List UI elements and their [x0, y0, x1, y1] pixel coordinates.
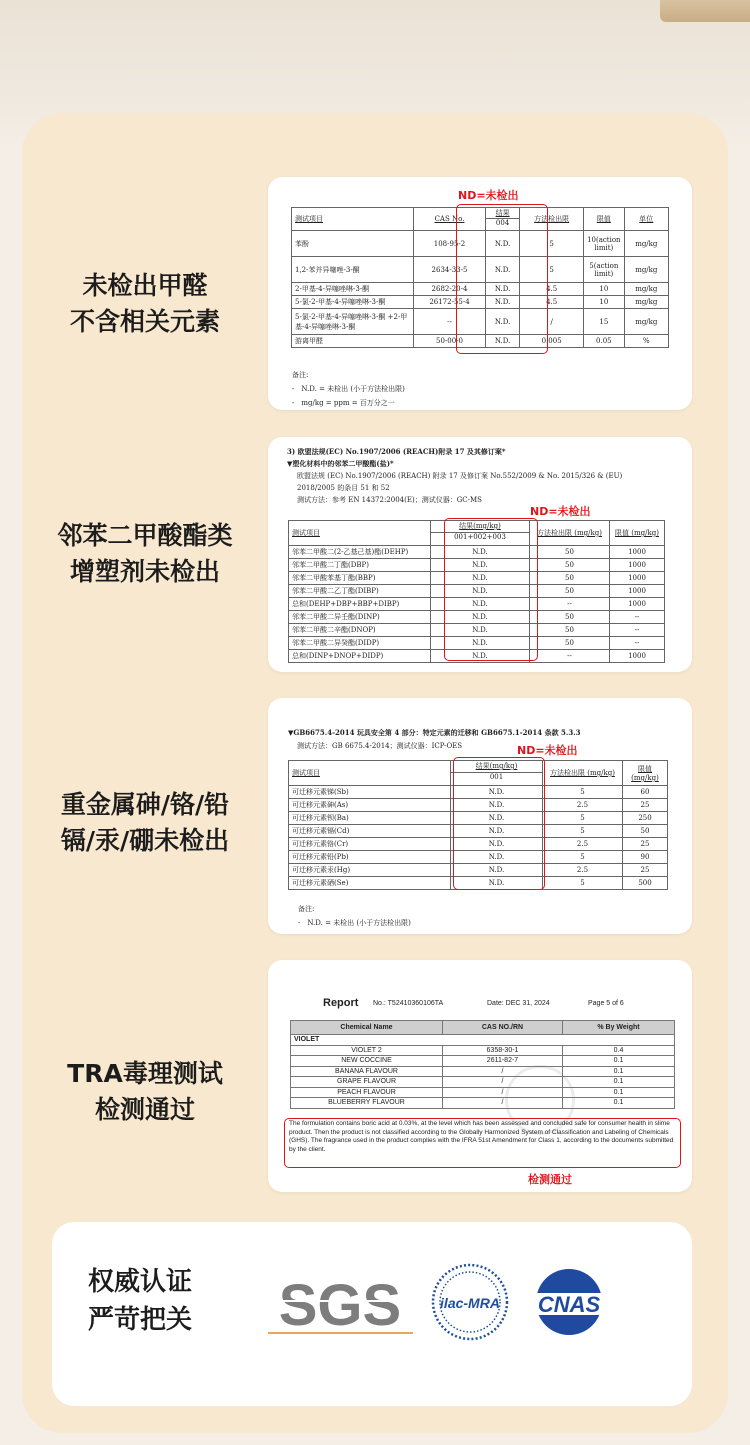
col-test-item: 测试项目	[292, 208, 414, 231]
sgs-logo	[268, 1270, 413, 1338]
section-3-notes: 备注: - N.D. = 未检出 (小于方法检出限)	[298, 905, 411, 927]
report-title: Report	[323, 997, 359, 1009]
table-row: 可迁移元素锑(Sb) N.D. 5 60	[289, 786, 668, 799]
nd-note: ND=未检出	[517, 744, 578, 757]
table-row: 邻苯二甲酸二异壬酯(DINP) N.D. 50 --	[289, 611, 665, 624]
table-row: 总和(DEHP+DBP+BBP+DIBP) N.D. -- 1000	[289, 598, 665, 611]
section-4-label	[40, 1056, 250, 1128]
tra-table	[290, 1020, 675, 1109]
col-limit: 限值	[584, 208, 625, 231]
table-row: 可迁移元素汞(Hg) N.D. 2.5 25	[289, 864, 668, 877]
table-row: 邻苯二甲酸苯基丁酯(BBP) N.D. 50 1000	[289, 572, 665, 585]
table-row: 游离甲醛 50-00-0 N.D. 0.005 0.05 %	[292, 335, 669, 348]
result-highlight-box	[453, 757, 545, 890]
shelf-edge	[660, 0, 750, 22]
table-row: GRAPE FLAVOUR / 0.1	[291, 1077, 675, 1088]
section-3-label-line2: 镉/汞/硼未检出	[60, 826, 230, 855]
table-row: VIOLET 2 6358-30-1 0.4	[291, 1045, 675, 1056]
table-row: 1,2-苯并异噻唑-3-酮 2634-33-5 N.D. 5 5(action limit) mg/kg	[292, 257, 669, 283]
section-1-notes: 备注: - N.D. = 未检出 (小于方法检出限) - mg/kg = ppm = 百万分之一	[292, 371, 405, 407]
section-3-label-line1: 重金属砷/铬/铅	[60, 790, 230, 819]
table-row: BANANA FLAVOUR / 0.1	[291, 1066, 675, 1077]
table-row: 邻苯二甲酸二(2-乙基己基)酯(DEHP) N.D. 50 1000	[289, 546, 665, 559]
table-row: 可迁移元素砷(As) N.D. 2.5 25	[289, 799, 668, 812]
method-line: 测试方法：参考 EN 14372:2004(E)；测试仪器：GC-MS	[297, 496, 482, 504]
table-row: 可迁移元素铅(Pb) N.D. 5 90	[289, 851, 668, 864]
table-row: 邻苯二甲酸二丁酯(DBP) N.D. 50 1000	[289, 559, 665, 572]
table-row: 5-氯-2-甲基-4-异噻唑啉-3-酮 26172-55-4 N.D. 4.5 10 mg/kg	[292, 296, 669, 309]
table-row: 邻苯二甲酸二异癸酯(DIDP) N.D. 50 --	[289, 637, 665, 650]
reach-heading: 3) 欧盟法规(EC) No.1907/2006 (REACH)附录 17 及其修订案*	[287, 447, 506, 456]
table-row: VIOLET	[291, 1035, 675, 1046]
certification-label-line2: 严苛把关	[87, 1305, 192, 1335]
section-4-label-line1: TRA毒理测试	[67, 1059, 223, 1088]
pass-note: 检测通过	[528, 1173, 572, 1186]
col-method-limit: 方法检出限	[520, 208, 584, 231]
report-date: Date: DEC 31, 2024	[487, 1000, 550, 1007]
section-4-label-line2: 检测通过	[94, 1095, 195, 1124]
ilac-mra-logo	[430, 1262, 510, 1342]
section-3-label	[40, 787, 250, 859]
formulation-text: The formulation contains boric acid at 0.03%, at the level which has been assessed and concluded safe for consumer health in slime product. Then the product is not classified according to the Globally Harmonized System of Classification and Labeling of Chemicals (GHS). The fragrance used in the product complies with the IFRA 51st Amendment for Class 1, according to the documents submitted by the client.	[289, 1120, 674, 1153]
section-1-label	[40, 268, 250, 340]
report-number: No.: T52410360106TA	[373, 1000, 444, 1007]
result-highlight-box	[456, 204, 548, 354]
table-row: 5-氯-2-甲基-4-异噻唑啉-3-酮 +2-甲基-4-异噻唑啉-3-酮 -- N.D. / 15 mg/kg	[292, 309, 669, 335]
table-row: 邻苯二甲酸二辛酯(DNOP) N.D. 50 --	[289, 624, 665, 637]
table-row: BLUEBERRY FLAVOUR / 0.1	[291, 1098, 675, 1109]
section-1-label-line2: 不含相关元素	[69, 307, 220, 336]
table-header-row: 测试项目 结果(mg/kg) 001 方法检出限 (mg/kg) 限值 (mg/kg)	[289, 761, 668, 786]
table-row: NEW COCCINE 2611-82-7 0.1	[291, 1056, 675, 1067]
col-unit: 单位	[624, 208, 668, 231]
table-row: 可迁移元素铬(Cr) N.D. 2.5 25	[289, 838, 668, 851]
table-row: 苯酚 108-95-2 N.D. 5 10(action limit) mg/kg	[292, 231, 669, 257]
nd-note: ND=未检出	[530, 505, 591, 518]
report-page: Page 5 of 6	[588, 1000, 624, 1007]
table-row: 可迁移元素镉(Cd) N.D. 5 50	[289, 825, 668, 838]
section-1-label-line1: 未检出甲醛	[82, 271, 208, 300]
certification-label	[60, 1263, 220, 1339]
table-row: 总和(DINP+DNOP+DIDP) N.D. -- 1000	[289, 650, 665, 663]
phthalate-subheading: ▼塑化材料中的邻苯二甲酸酯(盐)*	[287, 459, 394, 468]
table-header-row: Chemical Name CAS NO./RN % By Weight	[291, 1021, 675, 1035]
col-result: 结果 004	[486, 208, 520, 231]
table-row: 可迁移元素钡(Ba) N.D. 5 250	[289, 812, 668, 825]
table-row: 可迁移元素硒(Se) N.D. 5 500	[289, 877, 668, 890]
gb6675-heading: ▼GB6675.4-2014 玩具安全第 4 部分：特定元素的迁移和 GB6675.1-2014 条款 5.3.3	[288, 728, 581, 737]
result-highlight-box	[444, 518, 538, 661]
cnas-logo-text: CNAS	[537, 1292, 601, 1317]
table-row: PEACH FLAVOUR / 0.1	[291, 1087, 675, 1098]
section-2-label-line1: 邻苯二甲酸酯类	[57, 521, 233, 550]
table-row: 邻苯二甲酸二乙丁酯(DIBP) N.D. 50 1000	[289, 585, 665, 598]
section-2-label	[40, 518, 250, 590]
certification-label-line1: 权威认证	[87, 1267, 192, 1297]
table-header-row: 测试项目 结果(mg/kg) 001+002+003 方法检出限 (mg/kg) 限值 (mg/kg)	[289, 521, 665, 546]
nd-note: ND=未检出	[458, 189, 519, 202]
regulation-line: 欧盟法规 (EC) No.1907/2006 (REACH) 附录 17 及修订案 No.552/2009 & No. 2015/326 & (EU)	[297, 472, 623, 480]
col-cas: CAS No.	[414, 208, 486, 231]
table-row: 2-甲基-4-异噻唑啉-3-酮 2682-20-4 N.D. 4.5 10 mg/kg	[292, 283, 669, 296]
sgs-logo-text: SGS	[278, 1273, 402, 1338]
cnas-logo	[521, 1266, 617, 1338]
ilac-logo-text: ilac-MRA	[440, 1295, 500, 1311]
regulation-line-2: 2018/2005 的条目 51 和 52	[297, 484, 390, 492]
section-2-label-line2: 增塑剂未检出	[69, 557, 220, 586]
method-line: 测试方法：GB 6675.4-2014；测试仪器：ICP-OES	[297, 742, 463, 750]
